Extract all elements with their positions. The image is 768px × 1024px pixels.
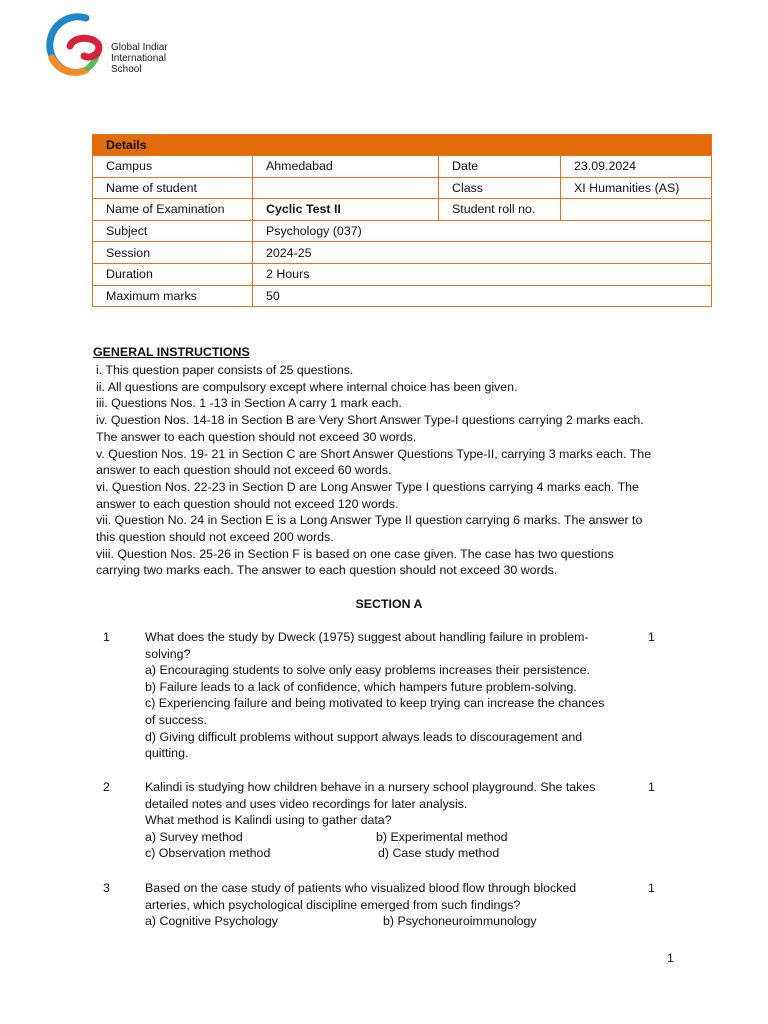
options-row [145, 845, 631, 862]
school-name-line-2: International [111, 53, 167, 64]
roll-no-label: Student roll no. [439, 199, 561, 221]
question-line: What method is Kalindi using to gather data? [145, 813, 392, 828]
question-line: arteries, which psychological discipline emerged from such findings? [145, 897, 521, 912]
option-a: a) Encouraging students to solve only easy problems increases their persistence. [145, 663, 590, 678]
student-name-field[interactable] [253, 177, 439, 199]
option-c: c) Observation method [145, 846, 271, 861]
option-d-cont: quitting. [145, 746, 189, 761]
options-row [145, 829, 631, 846]
instruction-line: i. This question paper consists of 25 questions. [96, 363, 354, 377]
details-row-duration [93, 263, 712, 285]
page-number: 1 [667, 951, 674, 965]
details-title: Details [93, 135, 712, 156]
section-heading: SECTION A [355, 597, 423, 611]
option-b: b) Experimental method [376, 829, 508, 844]
options-row [145, 913, 631, 930]
question-3-body [145, 880, 631, 930]
question-1-number: 1 [103, 630, 110, 644]
school-logo-mark-icon [40, 10, 106, 78]
question-line: Based on the case study of patients who visualized blood flow through blocked [145, 881, 577, 895]
session-value: 2024-25 [253, 242, 712, 264]
instruction-line: The answer to each question should not exceed 30 words. [96, 429, 417, 444]
question-line: What does the study by Dweck (1975) suggest about handling failure in problem- [145, 630, 589, 644]
duration-value: 2 Hours [253, 263, 712, 285]
school-name [111, 42, 168, 75]
details-row-subject [93, 220, 712, 242]
campus-label: Campus [93, 156, 253, 178]
question-1-body [145, 629, 631, 762]
instruction-line: answer to each question should not exceed 120 words. [96, 496, 399, 511]
question-2-body [145, 779, 631, 862]
instruction-line: answer to each question should not exceed 60 words. [96, 463, 392, 478]
option-a: a) Survey method [145, 829, 243, 844]
class-value: XI Humanities (AS) [561, 177, 712, 199]
roll-no-field[interactable] [561, 199, 712, 221]
question-3-marks: 1 [648, 881, 655, 895]
duration-label: Duration [93, 263, 253, 285]
option-b: b) Psychoneuroimmunology [383, 914, 537, 929]
question-2-marks: 1 [648, 780, 655, 794]
question-3-number: 3 [103, 881, 110, 895]
instruction-line: viii. Question Nos. 25-26 in Section F is based on one case given. The case has two questions [96, 546, 614, 561]
class-label: Class [439, 177, 561, 199]
question-line: Kalindi is studying how children behave in a nursery school playground. She takes [145, 780, 596, 794]
subject-value: Psychology (037) [253, 220, 712, 242]
campus-value: Ahmedabad [253, 156, 439, 178]
school-logo [40, 10, 200, 80]
option-b: b) Failure leads to a lack of confidence, which hampers future problem-solving. [145, 679, 577, 694]
details-row-exam [93, 199, 712, 221]
option-d: d) Giving difficult problems without support always leads to discouragement and [145, 729, 583, 744]
instruction-line: this question should not exceed 200 words. [96, 530, 334, 545]
option-d: d) Case study method [378, 846, 500, 861]
date-value: 23.09.2024 [561, 156, 712, 178]
instruction-line: ii. All questions are compulsory except where internal choice has been given. [96, 379, 518, 394]
instructions-list [96, 362, 686, 579]
session-label: Session [93, 242, 253, 264]
option-c: c) Experiencing failure and being motivated to keep trying can increase the chances [145, 696, 605, 711]
instruction-line: vii. Question No. 24 in Section E is a Long Answer Type II question carrying 6 marks. The answer to [96, 513, 643, 528]
exam-value: Cyclic Test II [253, 199, 439, 221]
details-row-student [93, 177, 712, 199]
instruction-line: v. Question Nos. 19- 21 in Section C are Short Answer Questions Type-II, carrying 3 marks each. The [96, 446, 652, 461]
details-row-campus [93, 156, 712, 178]
details-header-row [93, 135, 712, 156]
instructions-title: GENERAL INSTRUCTIONS [93, 345, 250, 359]
option-c-cont: of success. [145, 712, 207, 727]
instruction-line: carrying two marks each. The answer to each question should not exceed 30 words. [96, 563, 558, 578]
question-1-marks: 1 [648, 630, 655, 644]
instruction-line: vi. Question Nos. 22-23 in Section D are Long Answer Type I questions carrying 4 marks each. The [96, 479, 639, 494]
school-name-line-1: Global Indiar [111, 42, 168, 53]
details-row-marks [93, 285, 712, 307]
details-table [92, 134, 712, 307]
date-label: Date [439, 156, 561, 178]
school-name-line-3: School [111, 64, 142, 75]
question-2-number: 2 [103, 780, 110, 794]
subject-label: Subject [93, 220, 253, 242]
max-marks-label: Maximum marks [93, 285, 253, 307]
details-row-session [93, 242, 712, 264]
max-marks-value: 50 [253, 285, 712, 307]
exam-label: Name of Examination [93, 199, 253, 221]
question-line: detailed notes and uses video recordings for later analysis. [145, 796, 468, 811]
question-line: solving? [145, 646, 191, 661]
student-name-label: Name of student [93, 177, 253, 199]
instruction-line: iv. Question Nos. 14-18 in Section B are Very Short Answer Type-I questions carrying 2 marks each. [96, 413, 644, 428]
instruction-line: iii. Questions Nos. 1 -13 in Section A carry 1 mark each. [96, 396, 402, 411]
option-a: a) Cognitive Psychology [145, 914, 278, 929]
